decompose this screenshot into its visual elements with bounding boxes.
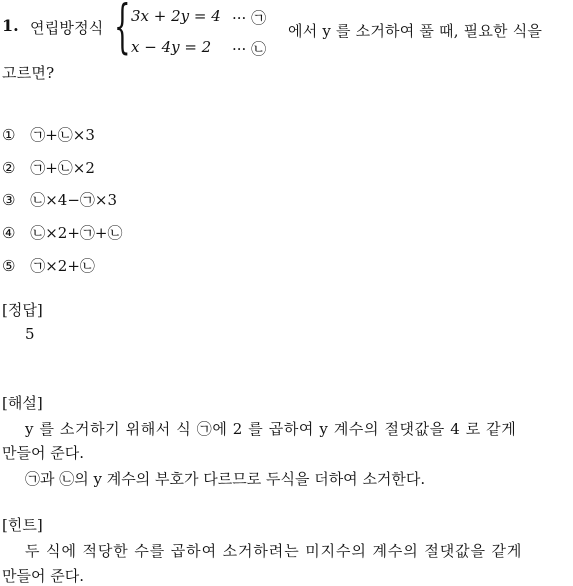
explanation-line-3: ㉠과 ㉡의 y 계수의 부호가 다르므로 두식을 더하여 소거한다. xyxy=(25,470,426,488)
question-text-line2: 고르면? xyxy=(2,64,55,82)
equation-1: 3x + 2y = 4 xyxy=(131,7,221,25)
choice-1[interactable] xyxy=(2,124,95,145)
system-brace: { xyxy=(114,0,131,60)
explanation-line-1: y 를 소거하기 위해서 식 ㉠에 2 를 곱하여 y 계수의 절댓값을 4 로 같게 xyxy=(25,420,517,438)
choice-5[interactable] xyxy=(2,255,95,276)
choice-3-number: ③ xyxy=(2,191,16,209)
question-text-before: 연립방정식 xyxy=(30,19,104,37)
choice-2-expression: ㉠+㉡×2 xyxy=(30,159,95,177)
equation-1-mark: ··· ㉠ xyxy=(232,9,267,27)
question-number: 1. xyxy=(2,16,19,35)
choice-3-expression: ㉡×4−㉠×3 xyxy=(30,191,118,209)
explanation-label: [해설] xyxy=(2,394,43,412)
hint-label: [힌트] xyxy=(2,516,43,534)
answer-label: [정답] xyxy=(2,301,43,319)
question-text-after: 에서 y 를 소거하여 풀 때, 필요한 식을 xyxy=(288,22,543,40)
choice-2-number: ② xyxy=(2,159,16,177)
choice-4-expression: ㉡×2+㉠+㉡ xyxy=(30,224,123,242)
choice-1-number: ① xyxy=(2,126,16,144)
explanation-line-2: 만들어 준다. xyxy=(2,444,84,462)
choice-4-number: ④ xyxy=(2,224,16,242)
choice-5-number: ⑤ xyxy=(2,257,16,275)
choice-1-expression: ㉠+㉡×3 xyxy=(30,126,95,144)
hint-line-2: 만들어 준다. xyxy=(2,567,84,585)
hint-line-1: 두 식에 적당한 수를 곱하여 소거하려는 미지수의 계수의 절댓값을 같게 xyxy=(25,542,523,560)
choice-3[interactable] xyxy=(2,189,117,210)
equation-2-mark: ··· ㉡ xyxy=(232,40,267,58)
equation-2: x − 4y = 2 xyxy=(131,38,212,56)
choice-5-expression: ㉠×2+㉡ xyxy=(30,257,95,275)
choice-2[interactable] xyxy=(2,157,95,178)
answer-value: 5 xyxy=(25,325,35,343)
choice-4[interactable] xyxy=(2,222,122,243)
